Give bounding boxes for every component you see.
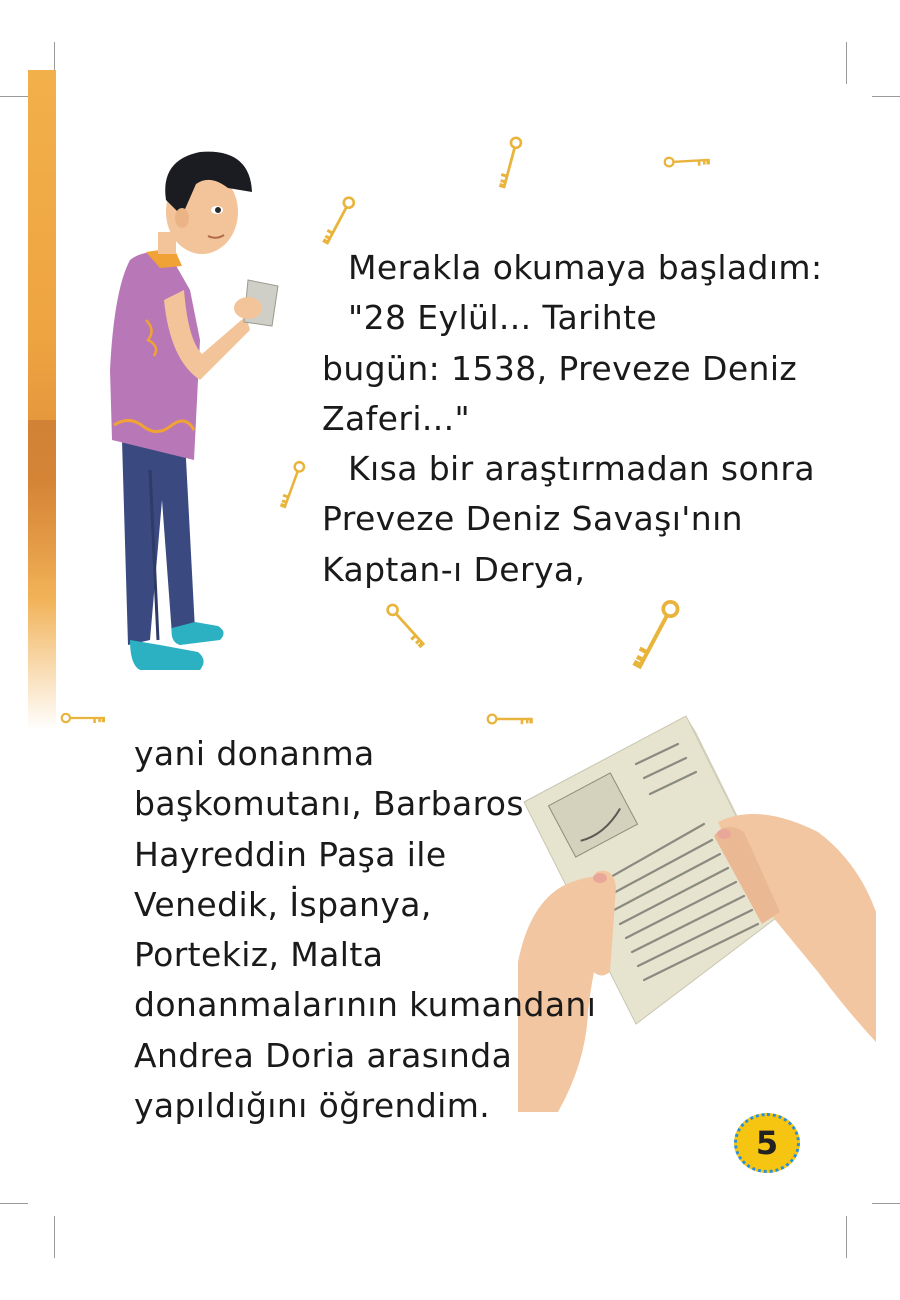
text-line: Preveze Deniz Savaşı'nın — [322, 499, 743, 539]
text-line: Hayreddin Paşa ile — [134, 834, 447, 874]
paragraph-bottom — [134, 729, 596, 1131]
text-line: Venedik, İspanya, — [134, 884, 432, 924]
crop-mark — [872, 96, 900, 97]
crop-mark — [872, 1203, 900, 1204]
page-number: 5 — [755, 1124, 779, 1162]
crop-mark — [54, 1216, 55, 1258]
text-line: Merakla okumaya başladım: — [348, 248, 823, 287]
text-line: Kaptan-ı Derya, — [322, 549, 586, 589]
key-icon — [306, 216, 370, 230]
crop-mark — [0, 96, 28, 97]
text-line: Andrea Doria arasında — [134, 1035, 513, 1075]
page-edge-shadow — [28, 420, 56, 580]
paragraph-top — [322, 243, 823, 595]
text-line: Zaferi..." — [322, 398, 471, 438]
page-number-badge — [734, 1113, 800, 1173]
page-edge-strip — [28, 70, 56, 730]
key-icon — [605, 628, 705, 648]
text-line: Portekiz, Malta — [134, 935, 384, 975]
text-line: donanmalarının kumandanı — [134, 985, 597, 1025]
text-line: "28 Eylül... Tarihte — [348, 298, 658, 338]
text-line: Kısa bir araştırmadan sonra — [348, 449, 816, 489]
key-icon — [663, 154, 715, 168]
crop-mark — [846, 42, 847, 84]
key-icon — [60, 711, 110, 725]
key-icon — [378, 620, 438, 634]
text-line: bugün: 1538, Preveze Deniz — [322, 348, 798, 388]
text-line: yapıldığını öğrendim. — [134, 1086, 491, 1126]
text-line: yani donanma — [134, 734, 375, 773]
crop-mark — [0, 1203, 28, 1204]
text-line: başkomutanı, Barbaros — [134, 784, 524, 824]
key-icon — [480, 158, 540, 172]
boy-reading-note-illustration — [100, 140, 290, 690]
crop-mark — [846, 1216, 847, 1258]
